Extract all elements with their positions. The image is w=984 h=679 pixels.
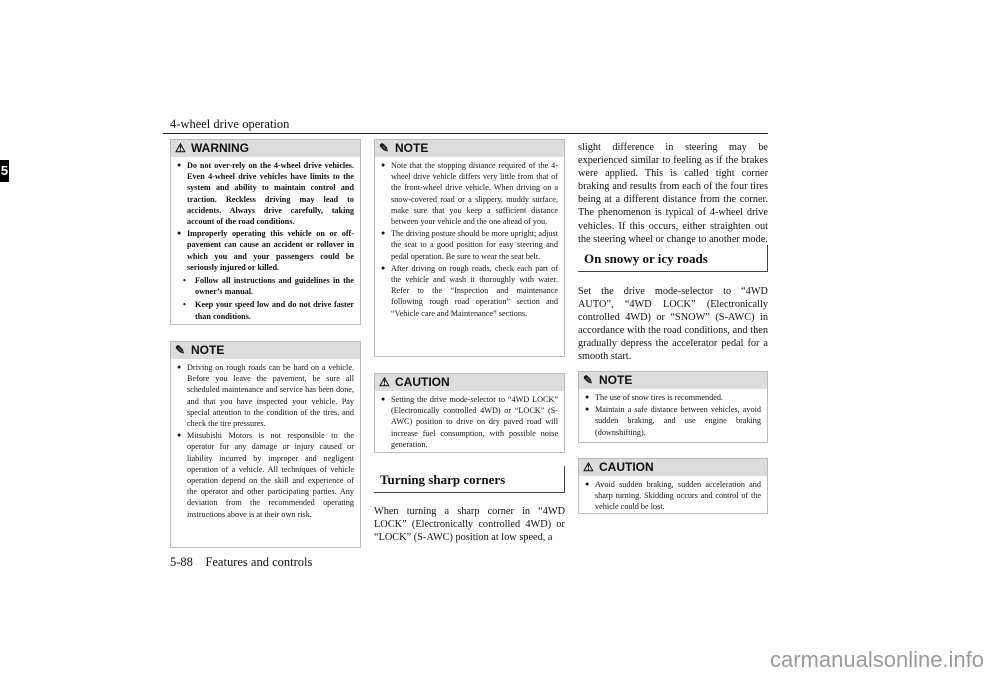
- note-item: ● After driving on rough roads, check each part of the vehicle and wash it thoroughly with water. Refer to the “Inspection and maintenance following rough road operation” section and “Vehicle care and Maintenance” sections.: [381, 263, 558, 319]
- warning-triangle-icon: ⚠: [175, 141, 186, 155]
- note-item: ● Driving on rough roads can be hard on a vehicle. Before you leave the pavement, be sure all scheduled maintenance and service has been done, and that you have inspected your vehicle. Pay special attention to the condition of the tires, and check the tire pressures.: [177, 362, 354, 429]
- note-pencil-icon: ✎: [583, 373, 594, 387]
- note-header: [375, 140, 564, 157]
- footer-section: Features and controls: [205, 555, 313, 569]
- header-rule: [163, 133, 768, 134]
- page-footer: [170, 555, 312, 570]
- body-paragraph: When turning a sharp corner in “4WD LOCK” (Electronically controlled 4WD) or “LOCK” (S-AWC) position at low speed, a: [374, 506, 565, 544]
- caution-item: ● Avoid sudden braking, sudden acceleration and sharp turning. Skidding occurs and control of the vehicle could be lost.: [585, 479, 761, 513]
- watermark: carmanualsonline.info: [770, 647, 984, 672]
- note-label: NOTE: [599, 373, 633, 387]
- caution-box: [578, 458, 768, 514]
- note-box: [170, 341, 361, 548]
- section-title-turning: Turning sharp corners: [374, 466, 565, 493]
- note-header: [579, 372, 767, 389]
- body-paragraph: Set the drive mode-selector to “4WD AUTO”, “4WD LOCK” (Electronically controlled 4WD) or “SNOW” (S-AWC) in accordance with the road conditions, and then gradually depress the accelerator pedal for a smooth start.: [578, 286, 768, 363]
- warning-label: WARNING: [191, 141, 249, 155]
- note-pencil-icon: ✎: [379, 141, 390, 155]
- note-box: [374, 139, 565, 357]
- body-paragraph: slight difference in steering may be experienced similar to feeling as if the brakes were applied. This is called tight corner braking and results from each of the four tires being at a different distance from the corner. The phenomenon is typical of 4-wheel drive vehicles. If this occurs, either straighten out the steering wheel or change to another mode.: [578, 142, 768, 245]
- caution-label: CAUTION: [395, 375, 450, 389]
- note-item: ● The use of snow tires is recommended.: [585, 392, 761, 403]
- note-item: ● The driving posture should be more upright; adjust the seat to a good position for easy steering and pedal operation. Be sure to wear the seat belt.: [381, 228, 558, 262]
- warning-subitem: • Keep your speed low and do not drive faster than conditions.: [183, 300, 354, 321]
- warning-item: ● Do not over-rely on the 4-wheel drive vehicles. Even 4-wheel drive vehicles have limits to the system and ability to maintain control and traction. Reckless driving may lead to accidents. Always drive carefully, taking account of the road conditions.: [177, 160, 354, 227]
- page-number: 5-88: [170, 555, 193, 569]
- warning-item: ● Improperly operating this vehicle on or off-pavement can cause an accident or rollover in which you and your passengers could be seriously injured or killed.: [177, 228, 354, 273]
- note-item: ● Maintain a safe distance between vehicles, avoid sudden braking, and use engine braking (downshifting).: [585, 404, 761, 438]
- note-label: NOTE: [191, 343, 225, 357]
- caution-label: CAUTION: [599, 460, 654, 474]
- note-header: [171, 342, 360, 359]
- caution-box: [374, 373, 565, 453]
- page-header-title: 4-wheel drive operation: [170, 117, 290, 131]
- note-item: ● Mitsubishi Motors is not responsible to the operator for any damage or injury caused or liability incurred by improper and negligent operation of a vehicle. All techniques of vehicle operation depend on the skill and experience of the operator and other participating parties. Any deviation from the recommended operating instructions above is at their own risk.: [177, 430, 354, 520]
- note-label: NOTE: [395, 141, 429, 155]
- caution-triangle-icon: ⚠: [583, 460, 594, 474]
- note-pencil-icon: ✎: [175, 343, 186, 357]
- caution-header: [579, 459, 767, 476]
- chapter-tab: 5: [0, 160, 9, 182]
- note-item: ● Note that the stopping distance required of the 4-wheel drive vehicle differs very little from that of the front-wheel drive vehicle. When driving on a snow-covered road or a slippery, muddy surface, make sure that you keep a sufficient distance between your vehicle and the one ahead of you.: [381, 160, 558, 227]
- section-title-snowy: On snowy or icy roads: [578, 245, 768, 272]
- note-box: [578, 371, 768, 443]
- caution-item: ● Setting the drive mode-selector to “4WD LOCK” (Electronically controlled 4WD) or “LOCK” (S-AWC) position to drive on dry paved road will increase fuel consumption, with possible noise generation.: [381, 394, 558, 450]
- caution-header: [375, 374, 564, 391]
- warning-box: [170, 139, 361, 325]
- warning-subitem: • Follow all instructions and guidelines in the owner’s manual.: [183, 276, 354, 297]
- caution-triangle-icon: ⚠: [379, 375, 390, 389]
- warning-header: [171, 140, 360, 157]
